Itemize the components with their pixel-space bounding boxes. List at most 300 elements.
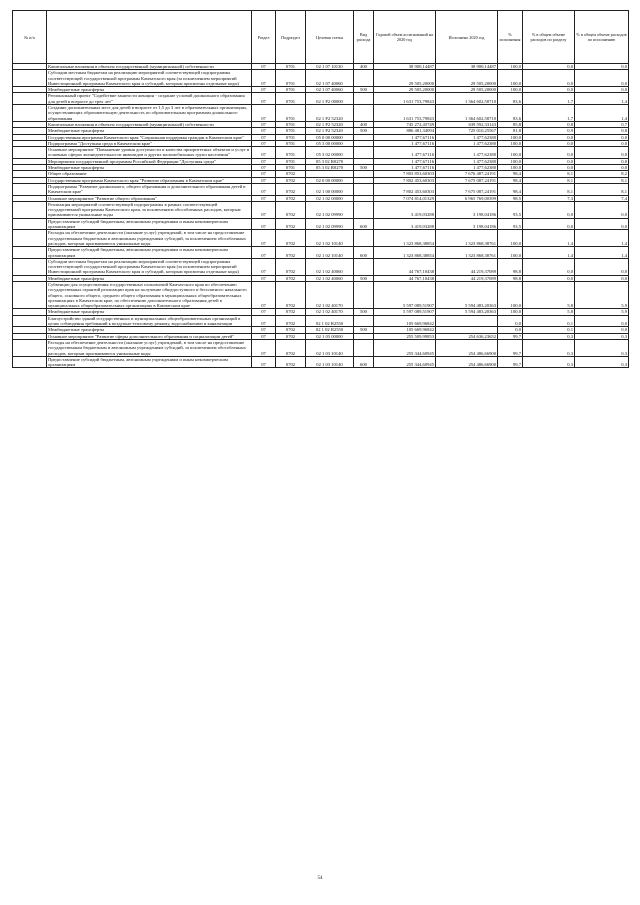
cell-num (13, 105, 47, 122)
cell-share-section: 0,3 (523, 339, 575, 356)
cell-fact: 5 594 483,20363 (436, 309, 498, 315)
table-row (13, 281, 629, 308)
cell-podrazdel: 0701 (276, 165, 306, 171)
cell-share-total: 0,0 (575, 315, 629, 327)
cell-pct: 100,0 (498, 64, 523, 70)
cell-vid: 400 (354, 121, 374, 127)
cell-target: 02 1 07 10130 (306, 64, 354, 70)
col-header-num: № п/п (13, 11, 47, 64)
cell-vid (354, 281, 374, 308)
cell-podrazdel: 0702 (276, 309, 306, 315)
col-header-name (47, 11, 252, 64)
cell-vid (354, 93, 374, 105)
cell-plan: 29 505,20000 (374, 87, 436, 93)
cell-share-section: 0,8 (523, 121, 575, 127)
cell-podrazdel: 0702 (276, 230, 306, 247)
cell-share-section: 8,1 (523, 177, 575, 183)
cell-razdel: 07 (252, 105, 276, 122)
table-row (13, 105, 629, 122)
cell-fact: 1 477,62380 (436, 140, 498, 146)
cell-share-section: 0,0 (523, 64, 575, 70)
cell-share-section: 1,7 (523, 105, 575, 122)
cell-podrazdel: 0701 (276, 105, 306, 122)
col-header-share-total: % в общем объеме расходов по исполнению (575, 11, 629, 64)
cell-fact: 1 323 868,38761 (436, 230, 498, 247)
cell-fact: 44 219,37089 (436, 258, 498, 275)
col-header-pct: % исполнения (498, 11, 523, 64)
cell-pct: 100,0 (498, 158, 523, 164)
cell-plan: 255 509,99853 (374, 333, 436, 339)
cell-fact: 1 364 602,58710 (436, 105, 498, 122)
cell-plan: 1 631 753,79843 (374, 105, 436, 122)
cell-share-section: 0,1 (523, 327, 575, 333)
cell-plan: 29 505,20000 (374, 70, 436, 87)
cell-fact: 38 900,14487 (436, 64, 498, 70)
cell-name: Благоустройство зданий государственных и муниципальных общеобразовательных организаций в целях соблюдения требований к воздушно-тепловому режиму, водоснабжению и канализации (47, 315, 252, 327)
cell-pct: 99,7 (498, 356, 523, 368)
cell-fact (436, 315, 498, 327)
cell-podrazdel: 0702 (276, 177, 306, 183)
cell-razdel: 07 (252, 165, 276, 171)
cell-share-section: 1,4 (523, 230, 575, 247)
cell-podrazdel: 0702 (276, 258, 306, 275)
cell-podrazdel: 0701 (276, 158, 306, 164)
cell-share-total: 0,0 (575, 327, 629, 333)
cell-share-section: 0,0 (523, 87, 575, 93)
cell-target: 02 1 03 10140 (306, 339, 354, 356)
cell-razdel: 07 (252, 195, 276, 201)
cell-vid (354, 201, 374, 218)
cell-plan: 3 419,03288 (374, 218, 436, 230)
cell-pct: 0,0 (498, 315, 523, 327)
cell-share-total: 8,1 (575, 177, 629, 183)
cell-plan: 7 803 853,60303 (374, 171, 436, 177)
cell-plan: 5 597 089,51907 (374, 309, 436, 315)
cell-razdel: 07 (252, 218, 276, 230)
cell-vid: 500 (354, 327, 374, 333)
table-row (13, 315, 629, 327)
cell-num (13, 339, 47, 356)
cell-fact: 1 477,62380 (436, 158, 498, 164)
cell-share-section: 0,0 (523, 70, 575, 87)
cell-plan: 1 323 868,38854 (374, 230, 436, 247)
cell-razdel: 07 (252, 93, 276, 105)
cell-name: Подпрограмма "Доступная среда в Камчатском крае" (47, 140, 252, 146)
cell-razdel: 07 (252, 230, 276, 247)
cell-target: 05 3 02 R0270 (306, 158, 354, 164)
cell-podrazdel: 0701 (276, 147, 306, 159)
col-header-share-section: % в общем объеме расходов по разделу (523, 11, 575, 64)
cell-share-section: 0,0 (523, 158, 575, 164)
cell-plan: 1 477,67116 (374, 165, 436, 171)
cell-target: 02 1 07 40060 (306, 87, 354, 93)
cell-plan: 105 669,96842 (374, 327, 436, 333)
cell-plan: 3 419,03288 (374, 201, 436, 218)
page-number: 54 (317, 876, 323, 881)
cell-share-total: 0,3 (575, 356, 629, 368)
cell-share-section: 0,0 (523, 201, 575, 218)
cell-plan: 886 481,34094 (374, 128, 436, 134)
cell-pct: 99,7 (498, 333, 523, 339)
cell-target: 02 1 P2 52320 (306, 128, 354, 134)
cell-fact: 1 477,62380 (436, 147, 498, 159)
cell-name: Предоставление субсидий бюджетным, автономным учреждениям и иным некоммерческим организациям (47, 218, 252, 230)
cell-num (13, 281, 47, 308)
cell-vid (354, 105, 374, 122)
cell-share-total: 0,0 (575, 201, 629, 218)
cell-num (13, 315, 47, 327)
cell-fact: 29 505,20000 (436, 70, 498, 87)
cell-pct: 98,4 (498, 177, 523, 183)
cell-plan: 7 802 453,60303 (374, 177, 436, 183)
cell-vid (354, 258, 374, 275)
cell-fact: 725 010,25567 (436, 128, 498, 134)
cell-vid: 500 (354, 128, 374, 134)
cell-podrazdel: 0702 (276, 171, 306, 177)
cell-plan: 7 802 453,60303 (374, 183, 436, 195)
cell-share-total: 0,0 (575, 218, 629, 230)
cell-share-total: 1,4 (575, 93, 629, 105)
cell-vid (354, 315, 374, 327)
cell-name: Создание дополнительных мест для детей в возрасте от 1,5 до 3 лет в образовательных организациях, осуществляющих образовательную деятельность по образовательным программам дошкольного образования (47, 105, 252, 122)
cell-share-total: 5,9 (575, 281, 629, 308)
cell-plan: 1 631 753,79843 (374, 93, 436, 105)
cell-fact: 5 594 483,20363 (436, 281, 498, 308)
cell-share-section: 8,1 (523, 183, 575, 195)
cell-name: Общее образование (47, 171, 252, 177)
cell-share-section: 0,0 (523, 147, 575, 159)
table-row (13, 201, 629, 218)
cell-pct: 100,0 (498, 309, 523, 315)
cell-fact: 639 592,33143 (436, 121, 498, 127)
cell-share-total: 1,4 (575, 230, 629, 247)
cell-plan: 1 477,67116 (374, 140, 436, 146)
cell-razdel: 07 (252, 177, 276, 183)
cell-target: 05 3 02 R0270 (306, 165, 354, 171)
cell-name: Субсидии местным бюджетам на реализацию мероприятий соответствующей подпрограммы соответствующей государственной программы Камчатского края (за исключением мероприятий Инвестиционной программы Камчатского края и субсидий, которым присвоены отдельные коды) (47, 70, 252, 87)
cell-target: 05 3 00 00000 (306, 140, 354, 146)
cell-podrazdel: 0701 (276, 128, 306, 134)
cell-vid (354, 147, 374, 159)
cell-plan: 5 597 089,51907 (374, 281, 436, 308)
cell-plan: 1 477,67116 (374, 158, 436, 164)
cell-plan: 44 767,10438 (374, 275, 436, 281)
cell-razdel: 07 (252, 258, 276, 275)
cell-share-section: 0,0 (523, 134, 575, 140)
cell-podrazdel: 0702 (276, 218, 306, 230)
cell-vid: 500 (354, 165, 374, 171)
cell-target: 02 1 02 10140 (306, 247, 354, 259)
cell-pct: 98,4 (498, 171, 523, 177)
cell-fact: 254 636,23652 (436, 333, 498, 339)
cell-target: 02 1 P2 52320 (306, 105, 354, 122)
cell-fact: 254 486,66900 (436, 356, 498, 368)
cell-podrazdel: 0701 (276, 121, 306, 127)
table-row (13, 218, 629, 230)
cell-razdel: 07 (252, 315, 276, 327)
cell-fact: 7 676 487,24191 (436, 171, 498, 177)
cell-razdel: 07 (252, 158, 276, 164)
cell-target: 02 1 P2 52320 (306, 121, 354, 127)
cell-fact: 7 675 087,24191 (436, 177, 498, 183)
cell-name: Межбюджетные трансферты (47, 128, 252, 134)
cell-pct: 81,8 (498, 128, 523, 134)
cell-share-total: 5,9 (575, 309, 629, 315)
cell-share-total: 0,8 (575, 128, 629, 134)
cell-name: Субвенции для осуществления государственных полномочий Камчатского края по обеспечению государственных гарантий реализации прав на получение общедоступного и бесплатного начального общего, основного общего, среднего общего образования в муниципальных общеобразовательных организациях в Камчатском крае, по обеспечению дополнительного образования детей в муниципальных общеобразовательных организациях в Камчатском крае (47, 281, 252, 308)
cell-razdel: 07 (252, 247, 276, 259)
cell-target: 02 1 02 R2550 (306, 327, 354, 333)
cell-razdel: 07 (252, 183, 276, 195)
cell-pct: 85,8 (498, 121, 523, 127)
cell-fact: 1 323 868,38761 (436, 247, 498, 259)
cell-pct: 100,0 (498, 165, 523, 171)
cell-podrazdel: 0702 (276, 356, 306, 368)
cell-plan: 44 767,10438 (374, 258, 436, 275)
cell-target: 02 1 02 10140 (306, 230, 354, 247)
cell-num (13, 247, 47, 259)
col-header-plan: Годовой объем ассигнований на 2020 год (374, 11, 436, 64)
cell-podrazdel: 0702 (276, 281, 306, 308)
cell-share-section: 0,3 (523, 333, 575, 339)
cell-pct: 93,5 (498, 218, 523, 230)
cell-name: Межбюджетные трансферты (47, 275, 252, 281)
cell-plan: 255 344,60945 (374, 339, 436, 356)
col-header-fact: Исполнено 2020 год (436, 11, 498, 64)
cell-name: Региональный проект "Содействие занятости женщин - создание условий дошкольного образования для детей в возрасте до трех лет" (47, 93, 252, 105)
cell-vid (354, 339, 374, 356)
cell-razdel: 07 (252, 140, 276, 146)
cell-num (13, 258, 47, 275)
cell-target: 02 0 00 00000 (306, 177, 354, 183)
cell-fact: 1 477,62380 (436, 165, 498, 171)
cell-podrazdel: 0701 (276, 140, 306, 146)
cell-podrazdel: 0702 (276, 275, 306, 281)
cell-podrazdel: 0702 (276, 247, 306, 259)
cell-name: Капитальные вложения в объекты государственной (муниципальной) собственности (47, 121, 252, 127)
cell-razdel: 07 (252, 327, 276, 333)
cell-podrazdel: 0701 (276, 70, 306, 87)
cell-num (13, 356, 47, 368)
cell-vid: 500 (354, 309, 374, 315)
cell-num (13, 93, 47, 105)
cell-name: Основное мероприятие "Повышение уровня доступности и качества приоритетных объектов и услуг в основных сферах жизнедеятельности инвалидов и других маломобильных групп населения" (47, 147, 252, 159)
cell-share-section: 1,7 (523, 93, 575, 105)
cell-share-section: 0,0 (523, 140, 575, 146)
cell-pct: 98,8 (498, 258, 523, 275)
cell-razdel: 07 (252, 339, 276, 356)
cell-razdel: 07 (252, 64, 276, 70)
cell-pct: 100,0 (498, 281, 523, 308)
cell-vid: 600 (354, 247, 374, 259)
table-row (13, 230, 629, 247)
cell-share-total: 8,2 (575, 171, 629, 177)
cell-name: Мероприятия государственной программы Российской Федерации "Доступная среда" (47, 158, 252, 164)
cell-podrazdel: 0702 (276, 327, 306, 333)
cell-target: 02 1 02 00000 (306, 195, 354, 201)
cell-razdel: 07 (252, 171, 276, 177)
table-row (13, 247, 629, 259)
cell-pct: 100,0 (498, 70, 523, 87)
cell-plan: 1 477,67116 (374, 147, 436, 159)
cell-podrazdel: 0702 (276, 195, 306, 201)
cell-name: Межбюджетные трансферты (47, 165, 252, 171)
col-header-target: Целевая статья (306, 11, 354, 64)
cell-name: Подпрограмма "Развитие дошкольного, общего образования и дополнительного образования детей в Камчатском крае" (47, 183, 252, 195)
cell-pct: 100,0 (498, 134, 523, 140)
cell-vid (354, 70, 374, 87)
cell-share-total: 0,0 (575, 64, 629, 70)
cell-fact: 7 675 087,24191 (436, 183, 498, 195)
cell-podrazdel: 0701 (276, 64, 306, 70)
cell-vid: 500 (354, 87, 374, 93)
cell-fact: 1 364 602,58710 (436, 93, 498, 105)
cell-vid: 600 (354, 356, 374, 368)
cell-target: 02 1 02 09990 (306, 218, 354, 230)
cell-razdel: 07 (252, 356, 276, 368)
cell-target: 02 1 02 40170 (306, 281, 354, 308)
cell-name: Межбюджетные трансферты (47, 327, 252, 333)
cell-plan: 105 669,96842 (374, 315, 436, 327)
cell-pct: 83,6 (498, 93, 523, 105)
cell-vid: 500 (354, 275, 374, 281)
cell-share-section: 0,9 (523, 128, 575, 134)
cell-pct: 100,0 (498, 247, 523, 259)
cell-vid (354, 183, 374, 195)
cell-razdel: 07 (252, 87, 276, 93)
cell-vid: 400 (354, 64, 374, 70)
cell-podrazdel: 0702 (276, 315, 306, 327)
cell-pct: 98,5 (498, 195, 523, 201)
cell-pct: 0,0 (498, 327, 523, 333)
cell-name: Основное мероприятие "Развитие сферы дополнительного образования и социализации детей" (47, 333, 252, 339)
cell-plan: 7 074 814,01329 (374, 195, 436, 201)
cell-name: Государственная программа Камчатского края "Социальная поддержка граждан в Камчатском крае" (47, 134, 252, 140)
cell-target: 02 1 02 R2550 (306, 315, 354, 327)
table-row (13, 339, 629, 356)
cell-pct: 100,0 (498, 147, 523, 159)
cell-target: 02 1 02 40170 (306, 309, 354, 315)
table-row (13, 258, 629, 275)
cell-share-section: 0,1 (523, 315, 575, 327)
cell-name: Расходы на обеспечение деятельности (оказание услуг) учреждений, в том числе на предоставление государственным бюджетным и автономным учреждениям субсидий, за исключением обособленных расходов, которым присваиваются уникальные коды (47, 339, 252, 356)
cell-pct: 98,4 (498, 183, 523, 195)
cell-razdel: 07 (252, 275, 276, 281)
cell-fact: 254 486,66900 (436, 339, 498, 356)
cell-pct: 99,7 (498, 339, 523, 356)
table-row (13, 70, 629, 87)
cell-name: Межбюджетные трансферты (47, 87, 252, 93)
cell-share-total: 0,3 (575, 339, 629, 356)
cell-vid (354, 230, 374, 247)
cell-razdel: 07 (252, 121, 276, 127)
cell-share-total: 0,3 (575, 333, 629, 339)
cell-plan: 38 900,14487 (374, 64, 436, 70)
cell-num (13, 183, 47, 195)
cell-share-total: 0,0 (575, 140, 629, 146)
cell-podrazdel: 0702 (276, 333, 306, 339)
cell-num (13, 218, 47, 230)
cell-pct: 100,0 (498, 140, 523, 146)
table-row (13, 356, 629, 368)
col-header-vid: Вид расхода (354, 11, 374, 64)
cell-razdel: 07 (252, 70, 276, 87)
budget-table (12, 10, 629, 368)
cell-share-total: 7,4 (575, 195, 629, 201)
cell-share-section: 0,3 (523, 356, 575, 368)
cell-razdel: 07 (252, 333, 276, 339)
cell-pct: 83,6 (498, 105, 523, 122)
cell-share-total: 0,0 (575, 147, 629, 159)
cell-name: Расходы на обеспечение деятельности (оказание услуг) учреждений, в том числе на предоставление государственным бюджетным и автономным учреждениям субсидий, за исключением обособленных расходов, которым присваиваются уникальные коды (47, 230, 252, 247)
cell-target: 02 1 02 40060 (306, 275, 354, 281)
cell-name: Предоставление субсидий бюджетным, автономным учреждениям и иным некоммерческим организациям (47, 247, 252, 259)
table-row (13, 183, 629, 195)
cell-target: 02 1 03 10140 (306, 356, 354, 368)
cell-pct: 100,0 (498, 87, 523, 93)
cell-share-section: 0,0 (523, 275, 575, 281)
cell-num (13, 70, 47, 87)
cell-pct: 93,5 (498, 201, 523, 218)
cell-share-section: 0,0 (523, 258, 575, 275)
cell-share-section: 5,8 (523, 309, 575, 315)
cell-plan: 1 323 868,38854 (374, 247, 436, 259)
cell-podrazdel: 0701 (276, 93, 306, 105)
cell-share-total: 0,0 (575, 134, 629, 140)
cell-plan: 745 272,45749 (374, 121, 436, 127)
cell-share-section: 0,0 (523, 165, 575, 171)
cell-target: 02 1 02 09990 (306, 201, 354, 218)
cell-share-total: 0,0 (575, 258, 629, 275)
cell-share-total: 0,0 (575, 275, 629, 281)
cell-share-section: 5,8 (523, 281, 575, 308)
cell-name: Государственная программа Камчатского края "Развитие образования в Камчатском крае" (47, 177, 252, 183)
cell-razdel: 07 (252, 147, 276, 159)
cell-podrazdel: 0702 (276, 183, 306, 195)
cell-fact: 44 219,37089 (436, 275, 498, 281)
cell-share-section: 1,4 (523, 247, 575, 259)
cell-num (13, 201, 47, 218)
cell-razdel: 07 (252, 134, 276, 140)
cell-name: Предоставление субсидий бюджетным, автономным учреждениям и иным некоммерческим организациям (47, 356, 252, 368)
cell-pct: 100,0 (498, 230, 523, 247)
cell-podrazdel: 0701 (276, 134, 306, 140)
cell-name: Капитальные вложения в объекты государственной (муниципальной) собственности (47, 64, 252, 70)
cell-razdel: 07 (252, 201, 276, 218)
table-row (13, 93, 629, 105)
cell-share-total: 8,1 (575, 183, 629, 195)
cell-share-total: 1,4 (575, 247, 629, 259)
cell-share-total: 0,7 (575, 121, 629, 127)
cell-share-total: 1,4 (575, 105, 629, 122)
cell-target: 02 1 03 00000 (306, 333, 354, 339)
cell-plan: 1 477,67116 (374, 134, 436, 140)
cell-share-total: 0,0 (575, 165, 629, 171)
cell-podrazdel: 0702 (276, 339, 306, 356)
cell-podrazdel: 0701 (276, 87, 306, 93)
cell-name: Субсидии местным бюджетам на реализацию мероприятий соответствующей подпрограммы соответствующей государственной программы Камчатского края (за исключением мероприятий Инвестиционной программы Камчатского края и субсидий, которым присвоены отдельные коды) (47, 258, 252, 275)
cell-fact: 3 198,04186 (436, 201, 498, 218)
cell-target: 02 1 07 40060 (306, 70, 354, 87)
cell-podrazdel: 0702 (276, 201, 306, 218)
cell-num (13, 147, 47, 159)
cell-fact: 1 477,62380 (436, 134, 498, 140)
cell-fact: 3 198,04186 (436, 218, 498, 230)
cell-share-total: 0,0 (575, 70, 629, 87)
cell-vid: 600 (354, 218, 374, 230)
cell-name: Межбюджетные трансферты (47, 309, 252, 315)
cell-target: 02 1 00 00000 (306, 183, 354, 195)
